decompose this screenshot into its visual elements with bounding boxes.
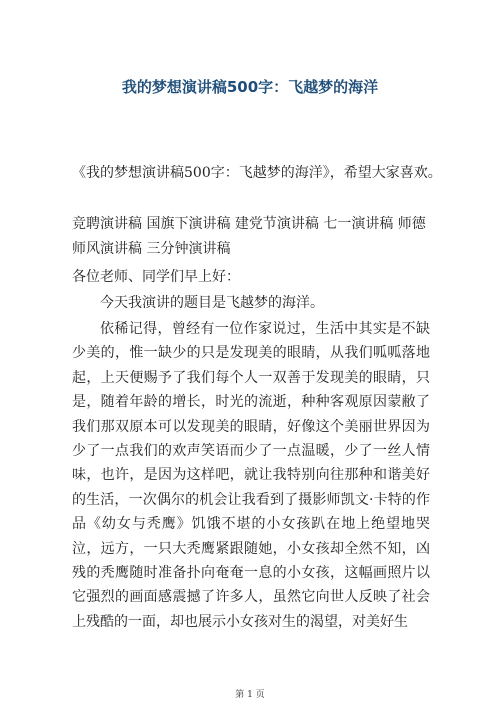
document-title: 我的梦想演讲稿500字：飞越梦的海洋 <box>121 78 379 96</box>
related-tags: 竞聘演讲稿 国旗下演讲稿 建党节演讲稿 七一演讲稿 师德师风演讲稿 三分钟演讲稿 <box>72 216 426 257</box>
intro-text: 《我的梦想演讲稿500字：飞越梦的海洋》，希望大家喜欢。 <box>72 165 442 181</box>
page-number: 第 1 页 <box>235 690 265 700</box>
paragraph-body: 依稀记得，曾经有一位作家说过，生活中其实是不缺少美的，惟一缺少的只是发现美的眼睛，从我们呱呱落地起，上天便赐予了我们每个人一双善于发现美的眼睛，只是，随着年龄的增长，时光的流逝，种种客观原因蒙敝了我们那双原本可以发现美的眼睛，好像这个美丽世界因为少了一点我们的欢声笑语而少了一点温暖，少了一丝人情味，也许，是因为这样吧，就让我特别向往那种和谐美好的生活，一次偶尔的机会让我看到了摄影师凯文·卡特的作品《幼女与秃鹰》饥饿不堪的小女孩趴在地上绝望地哭泣，远方，一只大秃鹰紧跟随她，小女孩却全然不知，凶残的秃鹰随时准备扑向奄奄一息的小女孩，这幅画照片以它强烈的画面感震撼了许多人，虽然它向世人反映了社会上残酷的一面，却也展示小女孩对生的渴望，对美好生 <box>72 321 430 630</box>
paragraph-topic: 今天我演讲的题目是飞越梦的海洋。 <box>100 295 324 311</box>
greeting-text: 各位老师、同学们早上好： <box>72 269 240 285</box>
